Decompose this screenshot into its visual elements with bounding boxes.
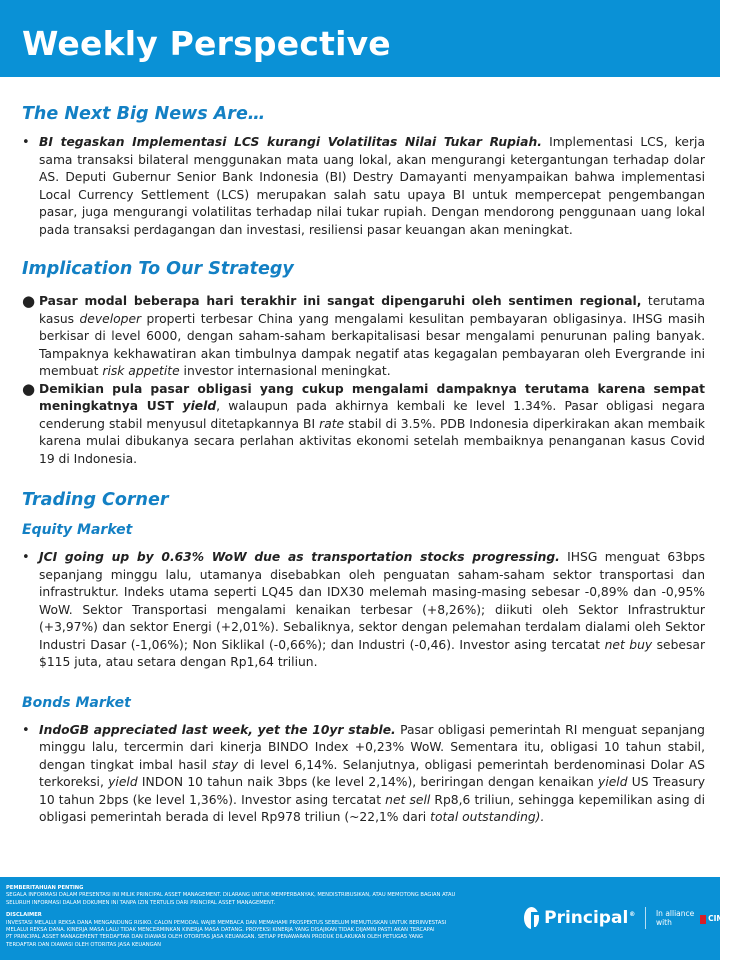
item-text: IHSG menguat 63bps sepanjang minggu lalu, utamanya disebabkan oleh penguatan saham-saham sektor transportasi dan infrastruktur. Indeks utama seperti LQ45 dan IDX30 melemah masing-masing sebesar -0,89% dan -0,95% WoW. Sektor Transportasi mengalami kenaikan terbesar (+8,26%); diikuti oleh Sektor Infrastruktur (+3,97%) dan sektor Energi (+2,01%). Sebaliknya, sektor dengan pelemahan terdalam dialami oleh Sektor Industri Dasar (-1,06%); Non Siklikal (-0,66%); dan Industri (-0,46). Investor asing tercatat bbox=[39, 550, 705, 652]
principal-logo-icon bbox=[524, 907, 539, 929]
item-emphasis: developer bbox=[79, 311, 142, 326]
item-text: terutama kasus bbox=[39, 294, 705, 326]
bonds-list bbox=[22, 722, 705, 827]
item-text: properti terbesar China yang mengalami kesulitan pembayaran obligasinya. IHSG masih berkisar di level 6000, dengan saham-saham berkapitalisasi besar mengalami penurunan paling banyak. Tampaknya kekhawatiran akan timbulnya dampak negatif atas kegagalan pembayaran oleh Evergrande ini membuat bbox=[39, 311, 705, 378]
section-title-trading-corner: Trading Corner bbox=[22, 490, 169, 510]
brand-name-text: Principal bbox=[544, 908, 629, 928]
registered-mark: ® bbox=[629, 911, 636, 919]
brand-name bbox=[544, 908, 635, 928]
item-text: Pasar obligasi pemerintah RI menguat sepanjang minggu lalu, tercermin dari kinerja BINDO Index +0,23% WoW. Sementara itu, obligasi 10 tahun stabil, dengan tingkat imbal hasil bbox=[39, 722, 705, 772]
page-footer bbox=[0, 877, 730, 960]
item-text: INDON 10 tahun naik 3bps (ke level 2,14%), beriringan dengan kenaikan bbox=[137, 775, 599, 789]
alliance-text: In alliance with bbox=[655, 909, 695, 927]
disclaimer-line: PT PRINCIPAL ASSET MANAGEMENT TERDAFTAR DAN DIAWASI OLEH OTORITAS JASA KEUANGAN. SETIAP PENAWARAN PRODUK DILAKUKAN OLEH PETUGAS YANG bbox=[6, 934, 423, 941]
item-lead: Demikian pula pasar obligasi yang cukup mengalami dampaknya terutama karena sempat meningkatnya UST bbox=[39, 381, 705, 413]
item-emphasis: net buy bbox=[604, 637, 653, 652]
bullet-icon: • bbox=[22, 722, 30, 738]
disclaimer-title: DISCLAIMER bbox=[6, 912, 42, 919]
list-item bbox=[22, 722, 705, 827]
main-content bbox=[22, 104, 705, 827]
section-title-next-big-news: The Next Big News Are… bbox=[22, 104, 266, 124]
item-text: stabil di 3.5%. PDB Indonesia diperkirakan akan membaik karena mulai dibukanya secara perlahan aktivitas ekonomi setelah membaiknya penanganan kasus Covid 19 di Indonesia. bbox=[39, 416, 706, 466]
item-text: US Treasury 10 tahun 2bps (ke level 1,36%). Investor asing tercatat bbox=[39, 775, 706, 807]
section-title-implication: Implication To Our Strategy bbox=[22, 259, 294, 279]
item-lead: IndoGB appreciated last week, yet the 10yr stable. bbox=[39, 722, 396, 737]
item-emphasis: net sell bbox=[385, 792, 431, 807]
list-item bbox=[22, 381, 705, 469]
item-emphasis: risk appetite bbox=[102, 364, 180, 378]
bullet-icon: • bbox=[22, 550, 30, 565]
brand-lockup bbox=[524, 903, 730, 933]
subsection-title-bonds: Bonds Market bbox=[22, 694, 131, 711]
item-emphasis: yield bbox=[598, 775, 628, 789]
item-text: sebesar $115 juta, atau setara dengan Rp1,64 triliun. bbox=[39, 637, 705, 669]
item-lead: Pasar modal beberapa hari terakhir ini sangat dipengaruhi oleh sentimen regional, bbox=[39, 294, 642, 308]
disclaimer-line: MELALUI REKSA DANA. KINERJA MASA LALU TIDAK MENCERMINKAN KINERJA MASA DATANG. PROYEKSI KINERJA YANG DISAJIKAN TIDAK DIJAMIN PASTI AKAN TERCAPAI bbox=[6, 927, 435, 934]
page-header bbox=[0, 0, 720, 77]
item-text: Implementasi LCS, kerja sama transaksi bilateral menggunakan mata uang lokal, akan mengurangi ketergantungan terhadap dolar AS. Deputi Gubernur Senior Bank Indonesia (BI) Destry Damayanti menyampaikan bahwa implementasi Local Currency Settlement (LCS) merupakan salah satu upaya BI untuk mempercepat pengembangan pasar, juga mengurangi volatilitas terhadap nilai tukar rupiah. Dengan mendorong penggunaan uang lokal pada transaksi perdagangan dan investasi, resiliensi pasar keuangan akan meningkat. bbox=[39, 135, 705, 237]
item-text: di level 6,14%. Selanjutnya, obligasi pemerintah berdenominasi Dolar AS terkoreksi, bbox=[39, 757, 705, 789]
item-text: , walaupun pada akhirnya kembali ke level 1.34%. Pasar obligasi negara cenderung stabil menyusul ditetapkannya BI bbox=[39, 399, 705, 431]
notice-line: SEGALA INFORMASI DALAM PRESENTASI INI MILIK PRINCIPAL ASSET MANAGEMENT. DILARANG UNTUK MEMPERBANYAK, MENDISTRIBUSIKAN, ATAU MEMOTONG BAGIAN ATAU bbox=[6, 892, 456, 899]
bullet-icon: • bbox=[22, 135, 30, 150]
item-lead-italic: yield bbox=[182, 399, 217, 413]
disclaimer-line: TERDAFTAR DAN DIAWASI OLEH OTORITAS JASA KEUANGAN bbox=[6, 941, 162, 948]
list-item bbox=[22, 549, 705, 672]
bullet-icon: ● bbox=[22, 379, 36, 398]
page-title: Weekly Perspective bbox=[22, 24, 391, 63]
brand-divider bbox=[645, 907, 646, 929]
item-emphasis: rate bbox=[319, 416, 345, 431]
list-item bbox=[22, 134, 705, 239]
notice-line: SELURUH INFORMASI DALAM DOKUMEN INI TANPA IZIN TERTULIS DARI PRINCIPAL ASSET MANAGEMENT. bbox=[6, 899, 276, 906]
item-emphasis: stay bbox=[212, 757, 239, 772]
legal-disclaimer bbox=[6, 885, 518, 949]
next-big-news-list bbox=[22, 134, 705, 239]
notice-title: PEMBERITAHUAN PENTING bbox=[6, 885, 84, 891]
item-emphasis: total outstanding). bbox=[430, 810, 545, 824]
item-text: investor internasional meningkat. bbox=[179, 364, 391, 378]
subsection-title-equity: Equity Market bbox=[22, 522, 133, 538]
item-emphasis: yield bbox=[108, 775, 138, 789]
bullet-icon: ● bbox=[22, 292, 36, 310]
item-lead: JCI going up by 0.63% WoW due as transportation stocks progressing. bbox=[39, 550, 560, 564]
implication-list bbox=[22, 293, 705, 468]
equity-list bbox=[22, 549, 705, 672]
item-lead: BI tegaskan Implementasi LCS kurangi Volatilitas Nilai Tukar Rupiah. bbox=[39, 135, 542, 149]
list-item bbox=[22, 293, 705, 381]
cimb-text: CIMB bbox=[708, 913, 730, 923]
disclaimer-line: INVESTASI MELALUI REKSA DANA MENGANDUNG RISIKO. CALON PEMODAL WAJIB MEMBACA DAN MEMAHAMI PROSPEKTUS SEBELUM MEMUTUSKAN UNTUK BERINVESTASI bbox=[6, 919, 447, 926]
item-text: Rp8,6 triliun, sehingga kepemilikan asing di obligasi pemerintah berada di level Rp978 triliun (~22,1% dari bbox=[39, 792, 705, 824]
cimb-logo-icon bbox=[700, 915, 706, 924]
